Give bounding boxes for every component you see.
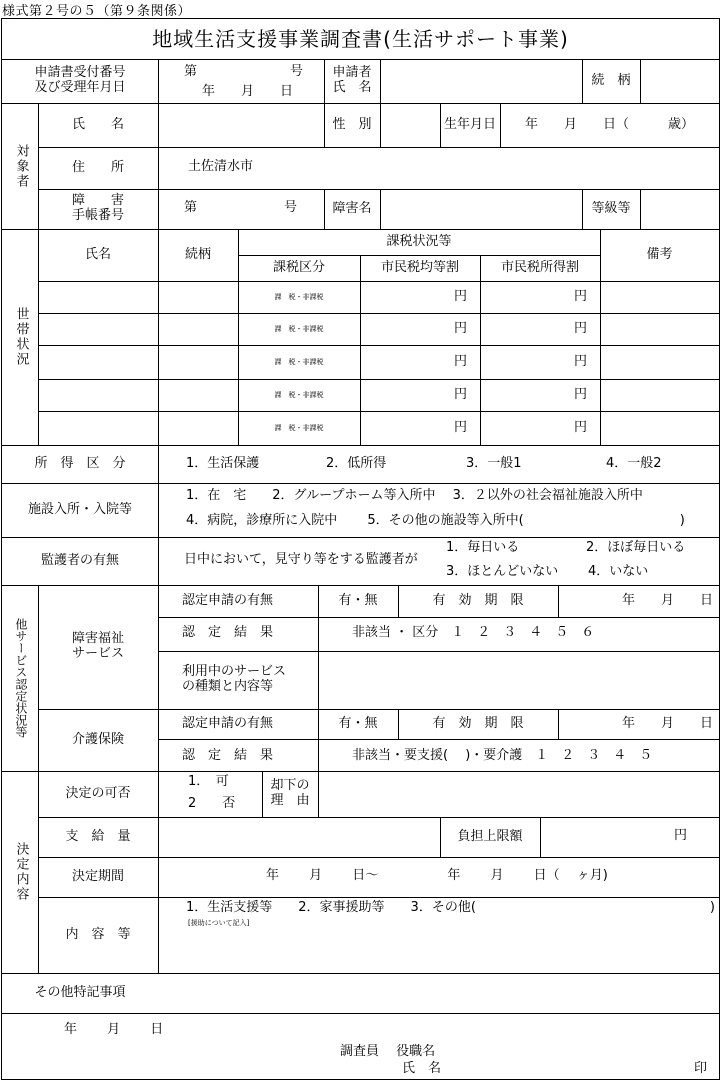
handbook-label: [38, 189, 158, 229]
handbook-label-line1: 障 害: [71, 193, 124, 209]
applicant-label: [324, 59, 380, 103]
handbook-label-line2: 手帳番号: [71, 208, 124, 223]
household-tax-class[interactable]: 課 税・非課税: [274, 423, 324, 432]
household-tax-class[interactable]: 課 税・非課税: [274, 390, 324, 399]
household-per-capita-unit: 円: [454, 420, 468, 435]
receipt-number-suffix: 号: [290, 64, 304, 79]
household-per-capita-unit: 円: [454, 289, 468, 304]
reject-reason-label: [262, 771, 318, 817]
birth-label: 生年月日: [443, 116, 496, 132]
other-services-section-label: 他サービス認定状況等: [13, 618, 28, 738]
reject-reason-field[interactable]: [318, 771, 719, 817]
welfare-validity-date[interactable]: 年 月 日: [622, 593, 714, 608]
grade-field[interactable]: [640, 189, 719, 229]
sex-label: 性 別: [332, 116, 372, 132]
form-title: 地域生活支援事業調査書(生活サポート事業): [152, 26, 569, 51]
guardian-option-1[interactable]: 1．毎日いる: [446, 540, 520, 555]
income-class-label: 所 得 区 分: [34, 455, 126, 471]
subject-name-field[interactable]: [158, 103, 324, 147]
care-result-options[interactable]: 非該当・要支援( )・要介護 １ ２ ３ ４ ５: [352, 748, 653, 763]
receipt-label-line1: 申請書受付番号: [34, 65, 126, 81]
guardian-option-2[interactable]: 2．ほぼ毎日いる: [586, 540, 686, 555]
income-option-2[interactable]: 2．低所得: [326, 456, 387, 471]
care-insurance-label: 介護保険: [71, 731, 124, 747]
amount-field[interactable]: [158, 817, 440, 857]
services-in-use-label-line1: 利用中のサービス: [182, 664, 287, 680]
welfare-result-options[interactable]: 非該当 ・ 区分 １ ２ ３ ４ ５ ６: [352, 625, 595, 640]
receipt-label: [2, 59, 158, 103]
services-in-use-label-line2: の種類と内容等: [182, 679, 274, 694]
form-number: 様式第２号の５（第９条関係）: [2, 4, 192, 19]
address-field[interactable]: 土佐清水市: [188, 159, 254, 174]
decision-section-label: 決定内容: [13, 842, 29, 902]
household-col-per-capita: 市民税均等割: [380, 259, 459, 275]
reject-reason-label-line2: 理 由: [270, 793, 310, 808]
income-option-3[interactable]: 3．一般1: [466, 456, 522, 471]
approval-label: 決定の可否: [65, 785, 131, 801]
content-note: [援助について記入]: [188, 919, 250, 927]
welfare-service-label-line1: 障害福祉: [71, 631, 124, 647]
household-income-unit: 円: [574, 420, 588, 435]
welfare-result-label: 認 定 結 果: [182, 625, 274, 640]
receipt-label-line2: 及び受理年月日: [34, 80, 126, 95]
birth-field[interactable]: 年 月 日（ 歳）: [524, 116, 694, 132]
remarks-label: その他特記事項: [34, 984, 126, 1000]
seal-mark: 印: [694, 1061, 708, 1076]
services-in-use-label: [158, 651, 318, 709]
guardian-label: 監護者の有無: [40, 552, 119, 568]
welfare-application-yes-no[interactable]: 有・無: [338, 592, 378, 608]
household-tax-class[interactable]: 課 税・非課税: [274, 292, 324, 301]
facility-label: 施設入所・入院等: [27, 501, 132, 517]
household-per-capita-unit: 円: [454, 321, 468, 336]
household-tax-class[interactable]: 課 税・非課税: [274, 324, 324, 333]
reject-reason-label-line1: 却下の: [270, 778, 310, 794]
care-validity-date[interactable]: 年 月 日: [622, 716, 714, 731]
household-col-income: 市民税所得割: [500, 259, 579, 275]
care-validity-label: 有 効 期 限: [432, 715, 524, 731]
welfare-service-label: [38, 585, 158, 709]
disability-name-label: 障害名: [332, 200, 372, 216]
disability-name-field[interactable]: [380, 189, 582, 229]
household-col-tax-class: 課税区分: [272, 259, 325, 275]
handbook-number-suffix: 号: [284, 200, 298, 215]
survey-form: [1, 18, 720, 1080]
limit-label: 負担上限額: [457, 828, 523, 844]
receipt-date[interactable]: 年 月 日: [202, 84, 294, 99]
household-col-remarks: 備考: [646, 246, 673, 262]
applicant-label-line1: 申請者: [332, 65, 372, 81]
relation-label: 続 柄: [591, 72, 631, 88]
household-tax-class[interactable]: 課 税・非課税: [274, 357, 324, 366]
applicant-name-field[interactable]: [380, 59, 582, 103]
investigator-title: 調査員 役職名: [340, 1044, 436, 1059]
household-income-unit: 円: [574, 289, 588, 304]
limit-unit: 円: [674, 828, 688, 843]
content-label: 内 容 等: [65, 926, 131, 942]
welfare-service-label-line2: サービス: [71, 646, 124, 661]
guardian-question: 日中において，見守り等をする監護者が: [184, 552, 418, 567]
footer-date[interactable]: 年 月 日: [64, 1022, 164, 1037]
household-col-tax-status: 課税状況等: [386, 233, 452, 249]
income-option-4[interactable]: 4．一般2: [606, 456, 662, 471]
household-per-capita-unit: 円: [454, 387, 468, 402]
period-field[interactable]: 年 月 日～ 年 月 日（ ヶ月): [266, 868, 608, 883]
household-income-unit: 円: [574, 354, 588, 369]
approval-option-reject[interactable]: 2 否: [188, 796, 236, 811]
care-result-label: 認 定 結 果: [182, 748, 274, 763]
household-income-unit: 円: [574, 387, 588, 402]
welfare-validity-label: 有 効 期 限: [432, 592, 524, 608]
household-section-label: 世帯状況: [13, 307, 29, 367]
receipt-number-prefix: 第: [184, 64, 198, 79]
household-col-relation: 続柄: [184, 246, 211, 262]
amount-label: 支 給 量: [65, 828, 131, 844]
guardian-option-3[interactable]: 3．ほとんどいない: [446, 564, 559, 579]
household-income-unit: 円: [574, 321, 588, 336]
household-col-name: 氏名: [84, 246, 111, 262]
guardian-option-4[interactable]: 4．いない: [588, 564, 649, 579]
subject-section-label: 対象者: [13, 143, 29, 189]
handbook-number-prefix: 第: [184, 200, 198, 215]
sex-field[interactable]: [380, 103, 440, 147]
income-option-1[interactable]: 1．生活保護: [186, 456, 260, 471]
investigator-name: 氏 名: [402, 1061, 442, 1076]
subject-name-label: 氏 名: [71, 116, 124, 132]
facility-options-line2[interactable]: 4．病院，診療所に入院中 5．その他の施設等入所中( ): [186, 513, 685, 528]
applicant-label-line2: 氏 名: [332, 80, 372, 95]
period-label: 決定期間: [71, 868, 124, 884]
content-options[interactable]: 1．生活支援等 2．家事援助等 3．その他( ): [186, 900, 715, 915]
remarks-field[interactable]: [158, 973, 719, 1013]
approval-option-approve[interactable]: 1． 可: [188, 774, 229, 789]
care-application-yes-no[interactable]: 有・無: [338, 715, 378, 731]
welfare-application-label: 認定申請の有無: [182, 593, 274, 608]
services-in-use-field[interactable]: [318, 651, 719, 709]
relation-field[interactable]: [640, 59, 719, 103]
facility-options-line1[interactable]: 1．在 宅 2．グループホーム等入所中 3．２以外の社会福祉施設入所中: [186, 488, 643, 503]
address-label: 住 所: [71, 159, 124, 175]
grade-label: 等級等: [591, 200, 631, 216]
care-application-label: 認定申請の有無: [182, 716, 274, 731]
household-per-capita-unit: 円: [454, 354, 468, 369]
